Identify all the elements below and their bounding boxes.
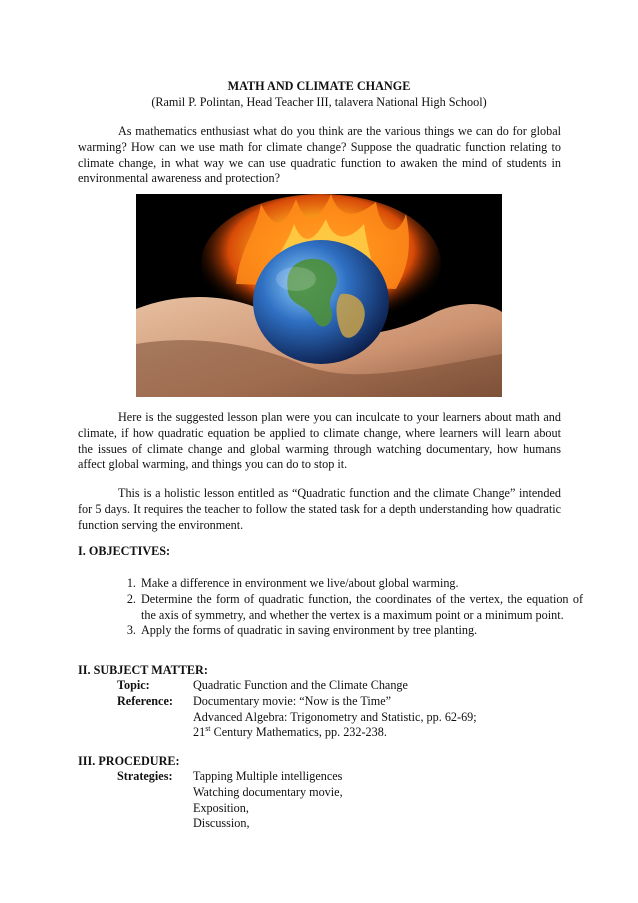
objective-item: 1. Make a difference in environment we live/about global warming. xyxy=(139,576,583,592)
objectives-heading: I. OBJECTIVES: xyxy=(78,544,171,558)
document-title: MATH AND CLIMATE CHANGE xyxy=(227,79,411,93)
reference-item: Documentary movie: “Now is the Time” xyxy=(193,693,392,708)
lesson-plan-paragraph: Here is the suggested lesson plan were you can inculcate to your learners about math and climate, if how quadratic equation be applied to climate change, where learners will learn about the issues of climate change and global warming through watching documentary, how humans affect global warming, and things you can do to stop it. xyxy=(78,410,561,472)
globe-highlight xyxy=(276,267,316,291)
topic-label: Topic: xyxy=(117,678,150,692)
objectives-list xyxy=(117,576,583,639)
subject-matter-details xyxy=(117,678,537,741)
reference-label: Reference: xyxy=(117,693,173,708)
procedure-details xyxy=(117,769,537,832)
strategy-item: Exposition, xyxy=(193,800,249,815)
reference-item: Advanced Algebra: Trigonometry and Statistic, pp. 62-69; xyxy=(193,709,477,724)
procedure-heading: III. PROCEDURE: xyxy=(78,754,180,768)
topic-value: Quadratic Function and the Climate Change xyxy=(193,678,408,692)
objective-item: 3. Apply the forms of quadratic in saving environment by tree planting. xyxy=(139,623,583,639)
reference-item: 21st Century Mathematics, pp. 232-238. xyxy=(193,724,387,740)
strategy-item: Tapping Multiple intelligences xyxy=(193,769,343,783)
objective-item: 2. Determine the form of quadratic function, the coordinates of the vertex, the equation of the axis of symmetry, and whether the vertex is a maximum point or a minimum point. xyxy=(139,592,583,624)
strategy-item: Watching documentary movie, xyxy=(193,784,343,799)
intro-paragraph: As mathematics enthusiast what do you think are the various things we can do for global warming? How can we use math for climate change? Suppose the quadratic function relating to climate change, in what way we can use quadratic function to awaken the mind of students in environmental awareness and protection? xyxy=(78,124,561,186)
strategies-label: Strategies: xyxy=(117,769,173,783)
subject-matter-heading: II. SUBJECT MATTER: xyxy=(78,663,208,677)
author-line: (Ramil P. Polintan, Head Teacher III, talavera National High School) xyxy=(151,95,487,109)
strategy-item: Discussion, xyxy=(193,816,250,831)
burning-earth-in-hand-image xyxy=(136,194,502,397)
burning-earth-illustration xyxy=(136,194,502,397)
holistic-lesson-paragraph: This is a holistic lesson entitled as “Quadratic function and the climate Change” intended for 5 days. It requires the teacher to follow the stated task for a depth understanding how quadratic function serving the environment. xyxy=(78,486,561,532)
